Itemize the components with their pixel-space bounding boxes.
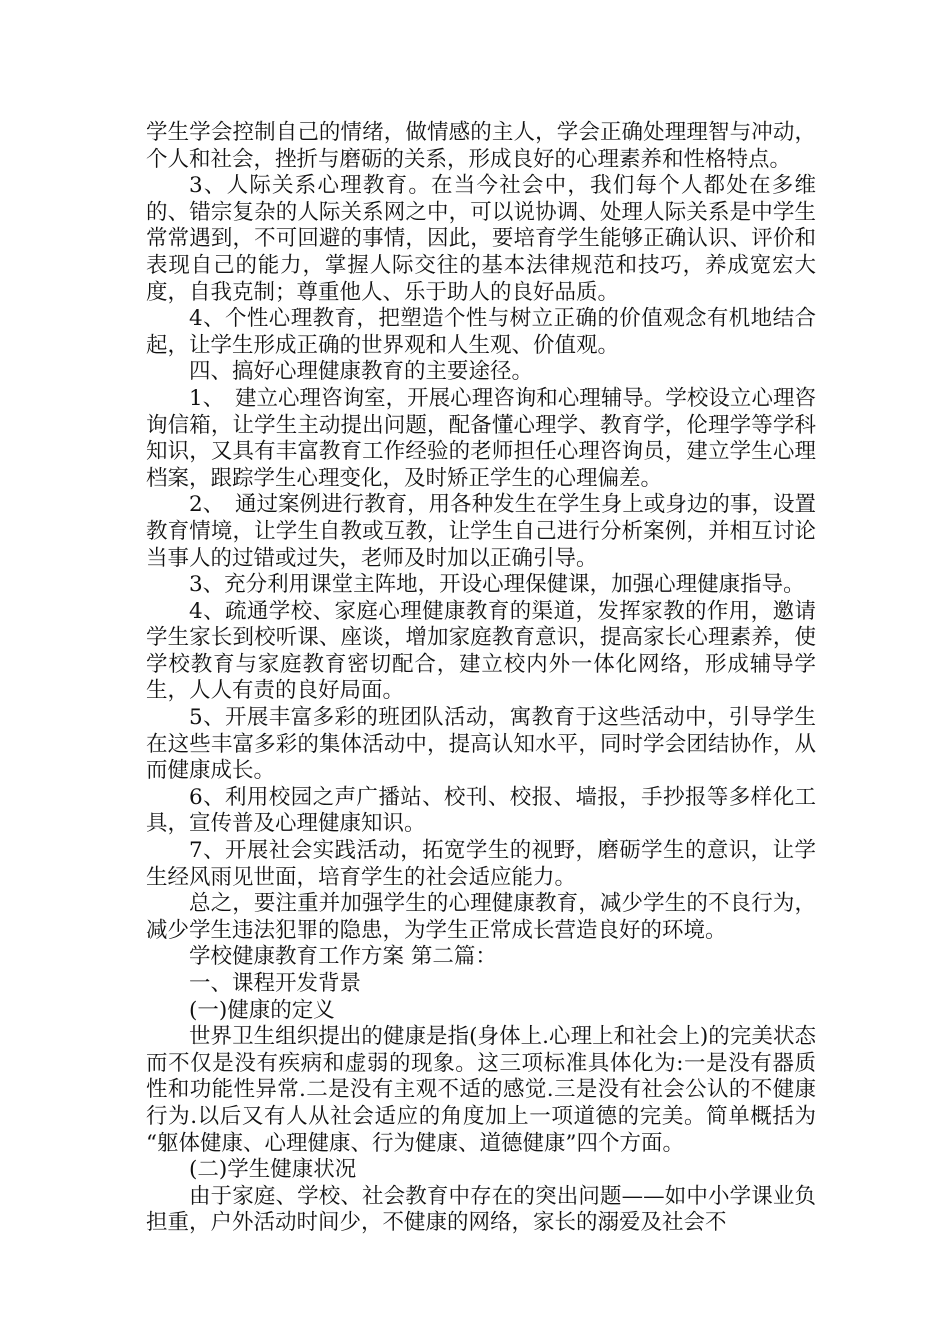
paragraph: 6、利用校园之声广播站、校刊、校报、墙报，手抄报等多样化工具，宣传普及心理健康知识。 <box>146 784 816 837</box>
paragraph: 2、 通过案例进行教育，用各种发生在学生身上或身边的事，设置教育情境，让学生自教或互教，让学生自己进行分析案例，并相互讨论当事人的过错或过失，老师及时加以正确引导。 <box>146 492 816 571</box>
paragraph: 4、个性心理教育，把塑造个性与树立正确的价值观念有机地结合起，让学生形成正确的世界观和人生观、价值观。 <box>146 306 816 358</box>
paragraph: 由于家庭、学校、社会教育中存在的突出问题——如中小学课业负担重，户外活动时间少，不健康的网络，家长的溺爱及社会不 <box>146 1183 816 1236</box>
section-heading: 四、搞好心理健康教育的主要途径。 <box>189 359 534 385</box>
document-body <box>146 120 816 1237</box>
paragraph: 3、人际关系心理教育。在当今社会中，我们每个人都处在多维的、错宗复杂的人际关系网之中，可以说协调、处理人际关系是中学生常常遇到，不可回避的事情，因此，要培育学生能够正确认识、评价和表现自己的能力，掌握人际交往的基本法律规范和技巧，养成宽宏大度，自我克制；尊重他人、乐于助人的良好品质。 <box>146 173 816 305</box>
section-heading: 一、课程开发背景 <box>189 971 362 996</box>
paragraph: 1、 建立心理咨询室，开展心理咨询和心理辅导。学校设立心理咨询信箱，让学生主动提出问题，配备懂心理学、教育学，伦理学等学科知识，又具有丰富教育工作经验的老师担任心理咨询员，建立学生心理档案，跟踪学生心理变化，及时矫正学生的心理偏差。 <box>146 385 816 491</box>
section-heading: (一)健康的定义 <box>189 997 335 1023</box>
section-heading: 学校健康教育工作方案 第二篇： <box>189 944 497 970</box>
section-heading: (二)学生健康状况 <box>189 1157 357 1183</box>
paragraph: 5、开展丰富多彩的班团队活动，寓教育于这些活动中，引导学生在这些丰富多彩的集体活动中，提高认知水平，同时学会团结协作，从而健康成长。 <box>146 705 816 784</box>
paragraph: 总之，要注重并加强学生的心理健康教育，减少学生的不良行为，减少学生违法犯罪的隐患，为学生正常成长营造良好的环境。 <box>146 891 816 943</box>
paragraph: 4、疏通学校、家庭心理健康教育的渠道，发挥家教的作用，邀请学生家长到校听课、座谈，增加家庭教育意识，提高家长心理素养，使学校教育与家庭教育密切配合，建立校内外一体化网络，形成辅导学生，人人有责的良好局面。 <box>146 598 816 704</box>
paragraph: 3、充分利用课堂主阵地，开设心理保健课，加强心理健康指导。 <box>189 572 805 598</box>
paragraph: 世界卫生组织提出的健康是指(身体上.心理上和社会上)的完美状态而不仅是没有疾病和虚弱的现象。这三项标准具体化为:一是没有器质性和功能性异常.二是没有主观不适的感觉.三是没有社会公认的不健康行为.以后又有人从社会适应的角度加上一项道德的完美。简单概括为 “躯体健康、心理健康、行为健康、道德健康”四个方面。 <box>146 1024 816 1156</box>
paragraph: 学生学会控制自己的情绪，做情感的主人，学会正确处理理智与冲动，个人和社会，挫折与磨砺的关系，形成良好的心理素养和性格特点。 <box>146 120 816 172</box>
paragraph: 7、开展社会实践活动，拓宽学生的视野，磨砺学生的意识，让学生经风雨见世面，培育学生的社会适应能力。 <box>146 838 816 890</box>
